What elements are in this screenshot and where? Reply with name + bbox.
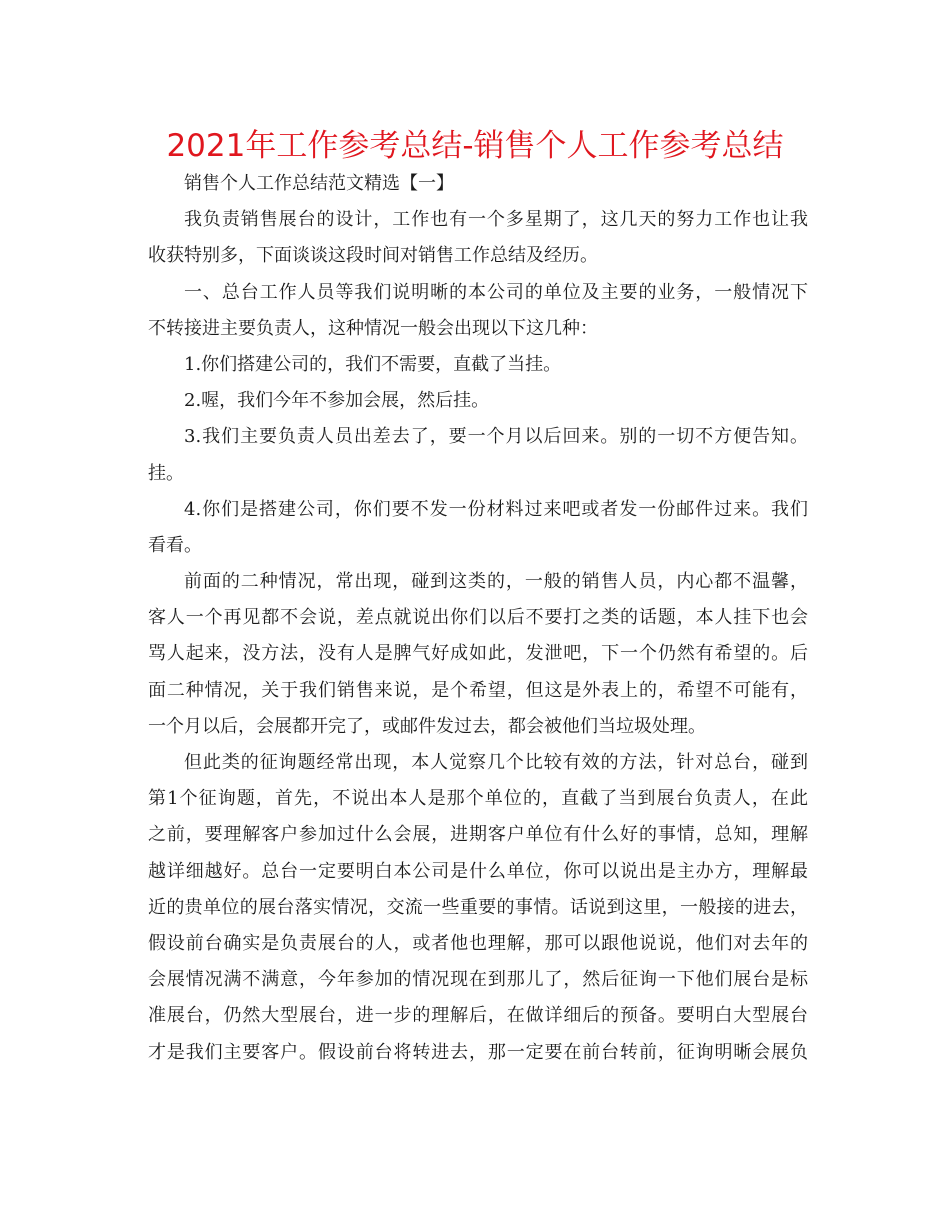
body-line: 挂。 [148, 462, 184, 484]
body-line: 不转接进主要负责人，这种情况一般会出现以下这几种： [148, 317, 598, 339]
body-line: 会展情况满不满意，今年参加的情况现在到那儿了，然后征询一下他们展台是标 [148, 969, 808, 991]
document-title: 2021年工作参考总结-销售个人工作参考总结 [166, 128, 784, 164]
body-line: 才是我们主要客户。假设前台将转进去，那一定要在前台转前，征询明晰会展负 [148, 1041, 808, 1063]
body-line: 客人一个再见都不会说，差点就说出你们以后不要打之类的话题，本人挂下也会 [148, 607, 808, 629]
body-line: 一、总台工作人员等我们说明晰的本公司的单位及主要的业务，一般情况下 [184, 281, 808, 303]
body-line: 3.我们主要负责人员出差去了，要一个月以后回来。别的一切不方便告知。 [184, 426, 808, 448]
body-line: 前面的二种情况，常出现，碰到这类的，一般的销售人员，内心都不温馨， [184, 571, 808, 593]
body-line: 第1个征询题，首先，不说出本人是那个单位的，直截了当到展台负责人，在此 [148, 788, 808, 810]
body-line: 面二种情况，关于我们销售来说，是个希望，但这是外表上的，希望不可能有， [148, 679, 808, 701]
document-body [148, 166, 808, 1071]
body-line: 销售个人工作总结范文精选【一】 [184, 173, 454, 194]
body-line: 2.喔，我们今年不参加会展，然后挂。 [184, 390, 490, 412]
body-line: 越详细越好。总台一定要明白本公司是什么单位，你可以说出是主办方，理解最 [148, 860, 808, 882]
body-line: 近的贵单位的展台落实情况，交流一些重要的事情。话说到这里，一般接的进去， [148, 896, 808, 918]
body-line: 之前，要理解客户参加过什么会展，进期客户单位有什么好的事情，总知，理解 [148, 824, 808, 846]
body-line: 准展台，仍然大型展台，进一步的理解后，在做详细后的预备。要明白大型展台 [148, 1005, 808, 1027]
body-line: 1.你们搭建公司的，我们不需要，直截了当挂。 [184, 353, 562, 375]
body-line: 但此类的征询题经常出现，本人觉察几个比较有效的方法，针对总台，碰到 [184, 752, 808, 773]
body-line: 假设前台确实是负责展台的人，或者他也理解，那可以跟他说说，他们对去年的 [148, 932, 808, 954]
body-line: 收获特别多，下面谈谈这段时间对销售工作总结及经历。 [148, 245, 598, 267]
body-line: 我负责销售展台的设计，工作也有一个多星期了，这几天的努力工作也让我 [184, 209, 808, 231]
body-line: 看看。 [148, 534, 202, 556]
body-line: 一个月以后，会展都开完了，或邮件发过去，都会被他们当垃圾处理。 [148, 715, 706, 737]
body-line: 骂人起来，没方法，没有人是脾气好成如此，发泄吧，下一个仍然有希望的。后 [148, 643, 808, 665]
body-line: 4.你们是搭建公司，你们要不发一份材料过来吧或者发一份邮件过来。我们 [184, 498, 808, 520]
